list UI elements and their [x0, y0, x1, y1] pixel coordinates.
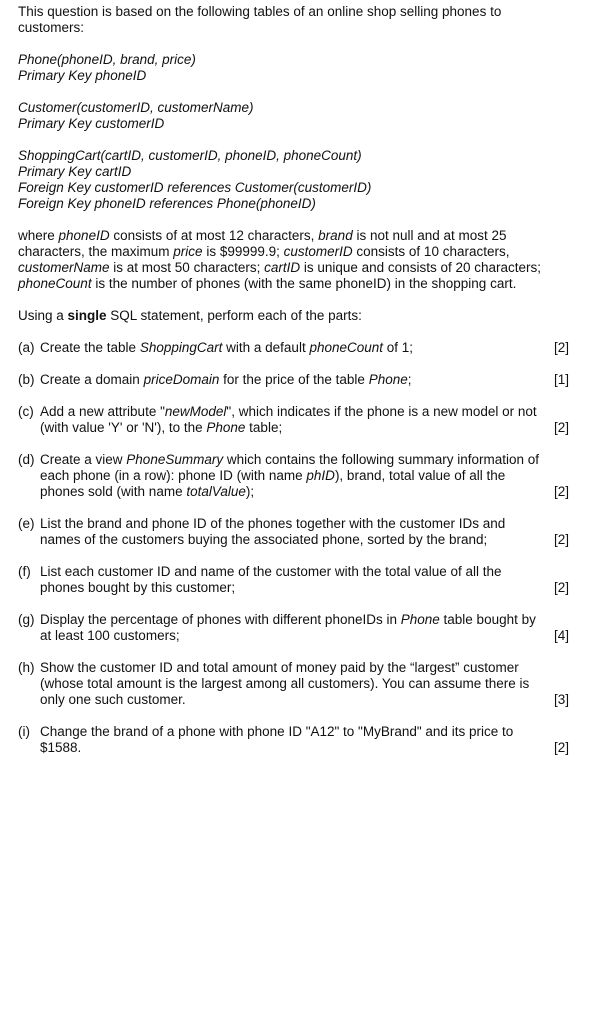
question-label: (a) [18, 340, 35, 355]
question-label: (g) [18, 612, 35, 627]
constraints-description [18, 228, 569, 292]
desc-text: is at most 50 characters; [109, 260, 265, 275]
question-term: ShoppingCart [139, 340, 223, 355]
marks: [1] [553, 372, 569, 387]
desc-text: where [18, 228, 59, 243]
desc-text: consists of 10 characters, [352, 244, 510, 259]
question-term: totalValue [186, 484, 246, 499]
desc-term: phoneID [58, 228, 110, 243]
question-i [18, 724, 569, 756]
question-text: List each customer ID and name of the customer with the total value of all the phones bought by this customer; [40, 564, 502, 595]
question-text: Create the table [40, 340, 140, 355]
question-text: table; [245, 420, 283, 435]
question-label: (d) [18, 452, 35, 467]
question-term: Phone [400, 612, 440, 627]
question-term: newModel [164, 404, 227, 419]
desc-term: cartID [264, 260, 301, 275]
question-text: Create a domain [40, 372, 144, 387]
question-e [18, 516, 569, 548]
question-text: ), brand, total value of all the phones sold (with name [40, 468, 506, 499]
question-term: Phone [368, 372, 408, 387]
desc-term: customerID [283, 244, 353, 259]
question-term: priceDomain [143, 372, 220, 387]
instruction-text [18, 308, 569, 324]
question-label: (e) [18, 516, 35, 531]
question-text: Create a view [40, 452, 127, 467]
desc-term: price [173, 244, 203, 259]
question-term: Phone [206, 420, 246, 435]
question-f [18, 564, 569, 596]
schema-customer [18, 100, 569, 132]
schema-line: Foreign Key phoneID references Phone(phoneID) [18, 196, 316, 211]
marks: [2] [553, 580, 569, 595]
schema-shoppingcart [18, 148, 569, 212]
desc-text: is unique and consists of 20 characters; [300, 260, 541, 275]
question-text: Add a new attribute " [40, 404, 165, 419]
schema-line: Primary Key customerID [18, 116, 165, 131]
schema-line: Primary Key cartID [18, 164, 132, 179]
question-g [18, 612, 569, 644]
schema-line: Primary Key phoneID [18, 68, 147, 83]
question-term: phoneCount [309, 340, 384, 355]
question-a [18, 340, 569, 356]
schema-phone [18, 52, 569, 84]
desc-term: customerName [18, 260, 110, 275]
question-text: Show the customer ID and total amount of money paid by the “largest” customer (whose total amount is the largest among all customers). You can assume there is only one such customer. [40, 660, 530, 707]
marks: [4] [553, 628, 569, 643]
question-text: ); [245, 484, 255, 499]
desc-text: is $99999.9; [202, 244, 284, 259]
question-term: phID [306, 468, 335, 483]
question-text: of 1; [383, 340, 414, 355]
question-text: with a default [222, 340, 310, 355]
instruction-emphasis: single [67, 308, 107, 323]
marks: [2] [553, 420, 569, 435]
desc-term: brand [318, 228, 353, 243]
schema-line: Foreign Key customerID references Customer(customerID) [18, 180, 372, 195]
question-label: (b) [18, 372, 35, 387]
question-text: Change the brand of a phone with phone ID "A12" to "MyBrand" and its price to $1588. [40, 724, 514, 755]
question-term: PhoneSummary [126, 452, 224, 467]
question-text: ; [407, 372, 412, 387]
desc-text: is the number of phones (with the same phoneID) in the shopping cart. [91, 276, 517, 291]
marks: [2] [553, 340, 569, 355]
question-h [18, 660, 569, 708]
schema-line: Phone(phoneID, brand, price) [18, 52, 196, 67]
question-c [18, 404, 569, 436]
question-text: table bought by at least 100 customers; [40, 612, 536, 643]
marks: [2] [553, 484, 569, 499]
schema-line: Customer(customerID, customerName) [18, 100, 254, 115]
question-label: (f) [18, 564, 31, 579]
instruction-post: SQL statement, perform each of the parts: [106, 308, 362, 323]
marks: [3] [553, 692, 569, 707]
question-b [18, 372, 569, 388]
question-label: (h) [18, 660, 35, 675]
question-d [18, 452, 569, 500]
question-label: (i) [18, 724, 30, 739]
question-text: for the price of the table [219, 372, 369, 387]
marks: [2] [553, 532, 569, 547]
schema-line: ShoppingCart(cartID, customerID, phoneID, phoneCount) [18, 148, 362, 163]
intro-text: This question is based on the following tables of an online shop selling phones to customers: [18, 4, 502, 35]
question-label: (c) [18, 404, 34, 419]
desc-term: phoneCount [18, 276, 92, 291]
desc-text: consists of at most 12 characters, [109, 228, 319, 243]
marks: [2] [553, 740, 569, 755]
question-text: which contains the following summary information of each phone (in a row): phone ID (with name [40, 452, 539, 483]
question-text: List the brand and phone ID of the phones together with the customer IDs and names of the customers buying the associated phone, sorted by the brand; [40, 516, 506, 547]
desc-text: is not null and at most 25 characters, the maximum [18, 228, 507, 259]
instruction-pre: Using a [18, 308, 68, 323]
question-text: Display the percentage of phones with different phoneIDs in [40, 612, 401, 627]
question-text: ", which indicates if the phone is a new model or not (with value 'Y' or 'N'), to the [40, 404, 537, 435]
